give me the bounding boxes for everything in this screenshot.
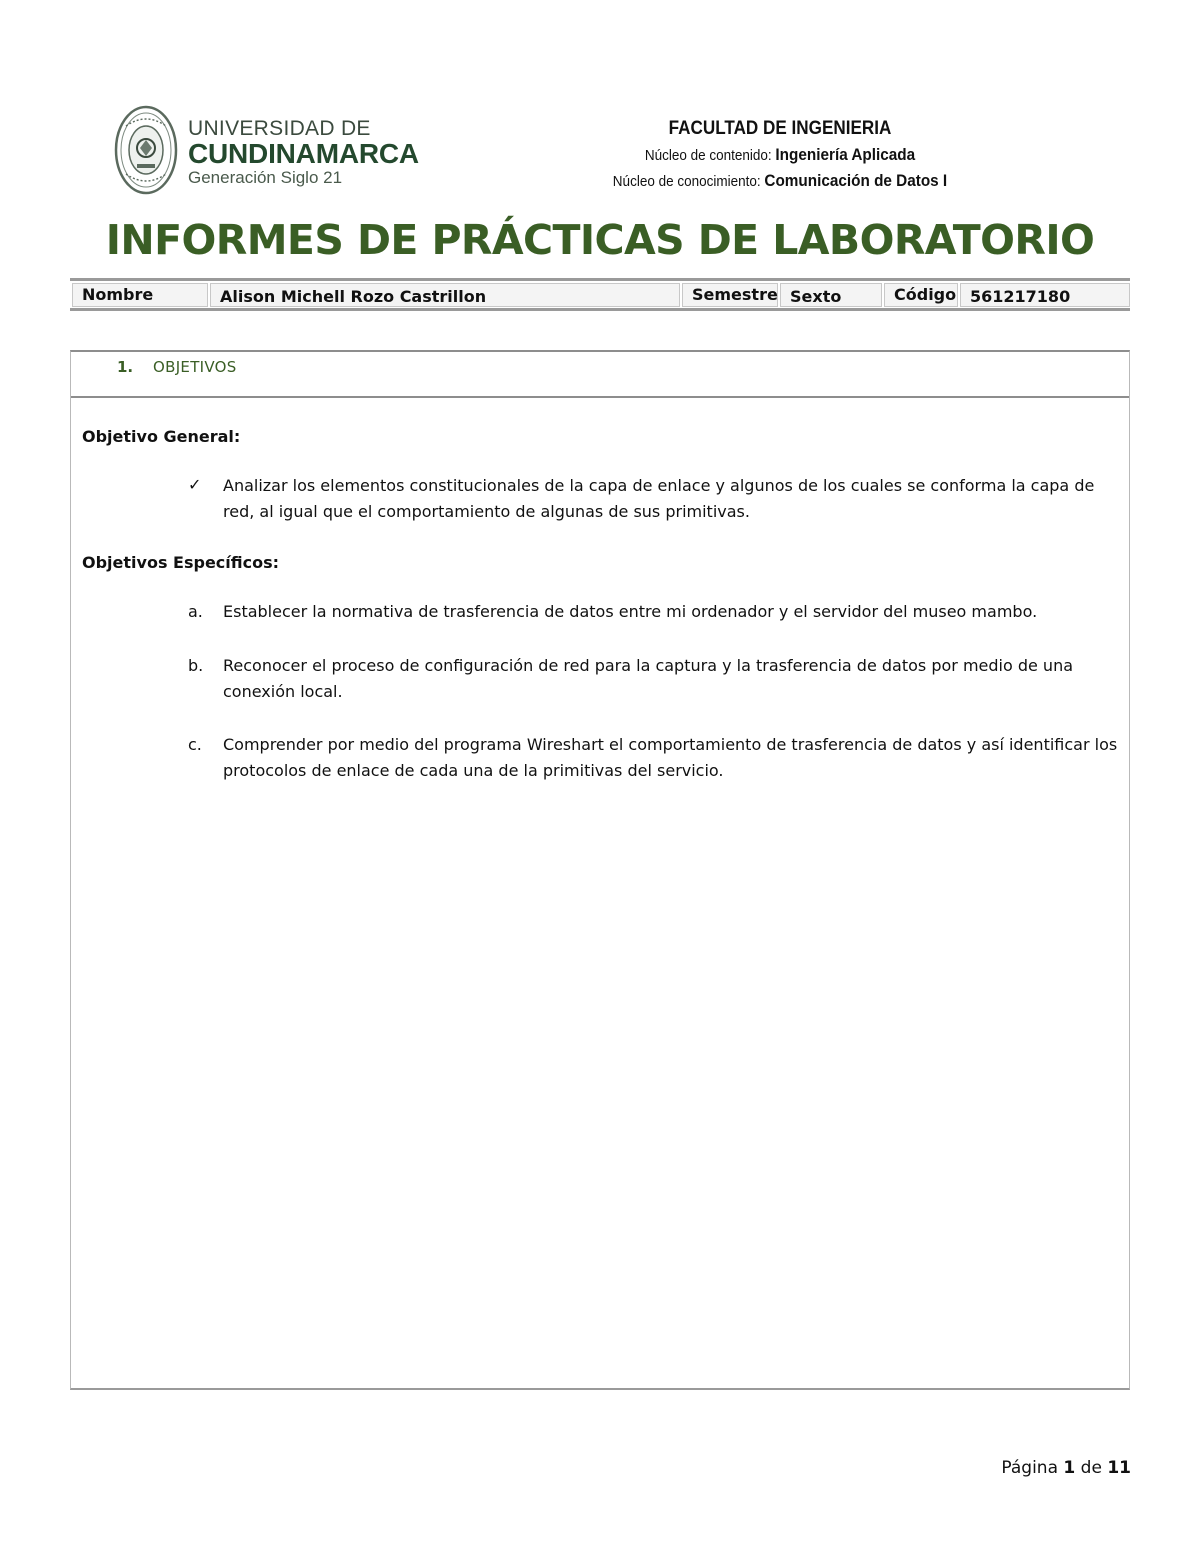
university-logo (114, 104, 434, 199)
semestre-label: Semestre (692, 285, 778, 304)
list-marker: b. (188, 656, 204, 675)
logo-line-2: CUNDINAMARCA (188, 138, 419, 169)
checkmark-icon: ✓ (188, 475, 202, 494)
page-word: Página (1001, 1458, 1059, 1478)
faculty-title: FACULTAD DE INGENIERIA (668, 118, 892, 139)
objetivos-section (70, 350, 1130, 1390)
section-header (71, 352, 1129, 398)
page-number (960, 1458, 1131, 1478)
main-title: INFORMES DE PRÁCTICAS DE LABORATORIO (105, 216, 1095, 264)
total-pages: 11 (1107, 1458, 1131, 1478)
objetivo-especifico-text: Comprender por medio del programa Wireshart el comportamiento de trasferencia de datos y así identificar los protocolos de enlace de cada una de la primitivas del servicio. (223, 735, 1118, 780)
current-page: 1 (1063, 1458, 1076, 1478)
codigo-label: Código (894, 285, 957, 304)
university-seal-icon (114, 104, 178, 196)
logo-line-3: Generación Siglo 21 (188, 168, 343, 187)
objetivo-especifico-text: Establecer la normativa de trasferencia de datos entre mi ordenador y el servidor del museo mambo. (223, 602, 1038, 621)
nombre-label: Nombre (82, 285, 154, 304)
nucleo-conocimiento-value: Comunicación de Datos I (764, 171, 948, 190)
section-title: OBJETIVOS (153, 358, 237, 376)
nombre-value: Alison Michell Rozo Castrillon (220, 287, 487, 306)
of-word: de (1080, 1458, 1102, 1478)
section-number: 1. (117, 358, 134, 376)
faculty-header (560, 116, 1000, 194)
nucleo-conocimiento-label: Núcleo de conocimiento: (612, 173, 761, 190)
list-marker: a. (188, 602, 203, 621)
objetivo-especifico-text: Reconocer el proceso de configuración de red para la captura y la trasferencia de datos por medio de una conexión local. (223, 656, 1074, 701)
logo-line-1: UNIVERSIDAD DE (188, 117, 371, 140)
nucleo-contenido-row (582, 142, 978, 168)
nucleo-contenido-label: Núcleo de contenido: (644, 147, 772, 164)
semestre-value: Sexto (790, 287, 842, 306)
student-info-row (70, 278, 1130, 311)
nucleo-contenido-value: Ingeniería Aplicada (775, 145, 916, 164)
objetivos-especificos-heading: Objetivos Específicos: (82, 553, 280, 572)
list-marker: c. (188, 735, 202, 754)
logo-wordmark (188, 118, 438, 188)
objetivo-general-heading: Objetivo General: (82, 427, 241, 446)
codigo-value: 561217180 (970, 287, 1071, 306)
objetivo-general-text: Analizar los elementos constitucionales de la capa de enlace y algunos de los cuales se conforma la capa de red, al igual que el comportamiento de algunas de sus primitivas. (223, 476, 1095, 521)
nucleo-conocimiento-row (582, 168, 978, 194)
